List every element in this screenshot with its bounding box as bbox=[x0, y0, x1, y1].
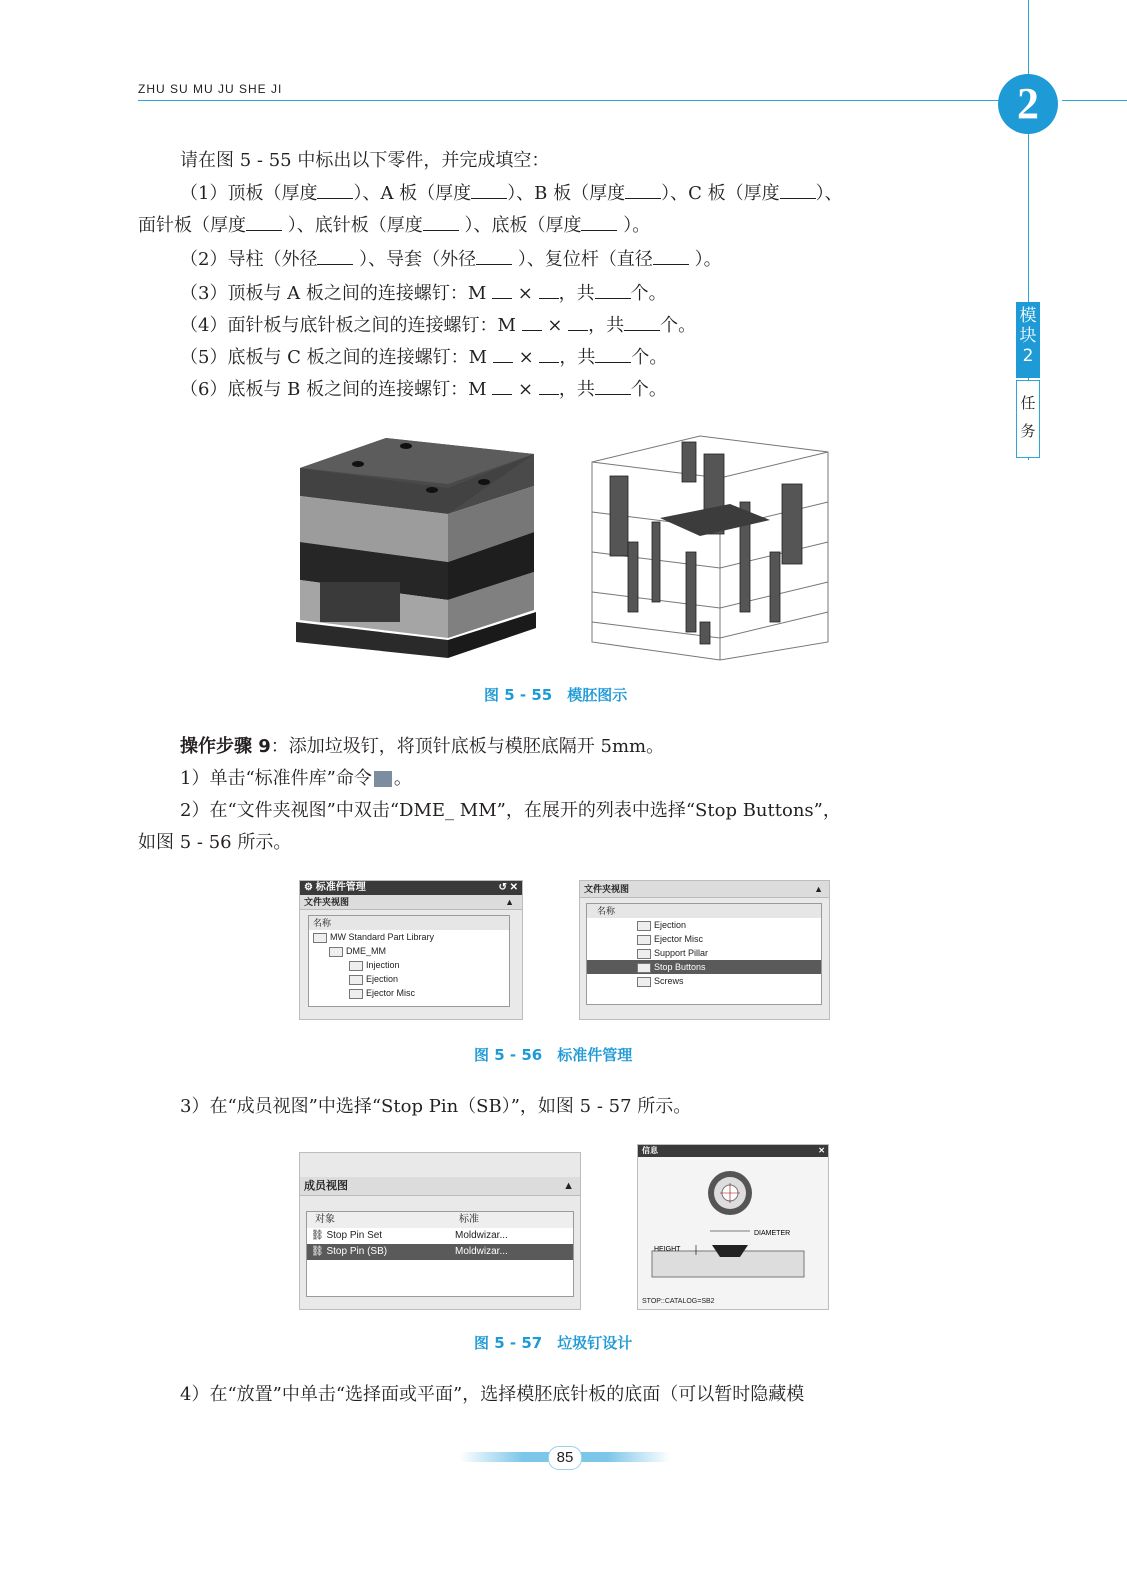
q-text: ）、B 板（厚度 bbox=[507, 183, 626, 204]
q-text: 个。 bbox=[631, 347, 668, 368]
fill-blank[interactable] bbox=[653, 248, 689, 265]
q-text: ，共 bbox=[558, 283, 595, 304]
q-text: 个。 bbox=[630, 283, 667, 304]
list-item-selected[interactable] bbox=[587, 960, 821, 974]
tree-item[interactable] bbox=[309, 986, 509, 1000]
step-label: 操作步骤 9 bbox=[180, 736, 271, 757]
q-text: ）。 bbox=[617, 215, 651, 236]
substep-text: 1）单击“标准件库”命令 bbox=[180, 768, 372, 789]
page-number: 85 bbox=[548, 1446, 582, 1470]
tree-item[interactable] bbox=[309, 972, 509, 986]
task-tab bbox=[1016, 380, 1040, 458]
fill-blank[interactable] bbox=[492, 378, 512, 395]
fill-blank[interactable] bbox=[522, 314, 542, 331]
folder-icon bbox=[637, 949, 651, 959]
folder-icon bbox=[349, 989, 363, 999]
q-text: ）、C 板（厚度 bbox=[661, 183, 780, 204]
list-item-label: Stop Buttons bbox=[654, 962, 706, 972]
info-panel bbox=[637, 1144, 829, 1310]
member-table bbox=[306, 1211, 574, 1297]
fill-blank[interactable] bbox=[595, 346, 631, 363]
task-tab-char: 任 bbox=[1020, 394, 1036, 412]
column-header-name[interactable]: 名称 bbox=[587, 904, 821, 918]
table-row-selected[interactable] bbox=[307, 1244, 573, 1260]
table-row[interactable] bbox=[307, 1228, 573, 1244]
q-text: ）、导套（外径 bbox=[353, 249, 477, 270]
fill-blank[interactable] bbox=[246, 214, 282, 231]
task-tab-char: 务 bbox=[1020, 422, 1036, 440]
q-text: （4）面针板与底针板之间的连接螺钉：M bbox=[180, 315, 516, 336]
tree-item-label: Ejection bbox=[366, 974, 399, 984]
q-text: × bbox=[512, 283, 533, 304]
info-title-bar bbox=[638, 1145, 828, 1157]
question-3 bbox=[180, 282, 667, 305]
list-item[interactable] bbox=[587, 974, 821, 988]
cell-object bbox=[307, 1228, 455, 1244]
folder-icon bbox=[349, 975, 363, 985]
folder-list bbox=[586, 903, 822, 1005]
q-text: 个。 bbox=[660, 315, 697, 336]
figure-caption-5-56: 图 5 - 56 标准件管理 bbox=[474, 1046, 633, 1064]
panel-title: 标准件管理 bbox=[315, 882, 366, 893]
header-rule-right bbox=[1062, 100, 1127, 101]
question-5 bbox=[180, 346, 667, 369]
stop-pin-diagram bbox=[642, 1161, 820, 1291]
list-item-label: Support Pillar bbox=[654, 948, 709, 958]
cell-standard: Moldwizar... bbox=[455, 1230, 508, 1241]
question-6 bbox=[180, 378, 667, 401]
fill-blank[interactable] bbox=[581, 214, 617, 231]
gear-icon: ⚙ bbox=[304, 882, 316, 893]
q-text: ）、底板（厚度 bbox=[458, 215, 582, 236]
fill-blank[interactable] bbox=[492, 282, 512, 299]
folder-icon bbox=[637, 921, 651, 931]
q-text: ，共 bbox=[559, 347, 596, 368]
tree-item-label: Ejector Misc bbox=[366, 988, 416, 998]
q-text: × bbox=[512, 347, 534, 368]
collapse-icon[interactable]: ▲ bbox=[563, 1180, 574, 1192]
cell-text: Stop Pin (SB) bbox=[326, 1246, 388, 1257]
fill-blank[interactable] bbox=[568, 314, 588, 331]
cell-text: Stop Pin Set bbox=[326, 1230, 383, 1241]
header-rule bbox=[138, 100, 1008, 101]
list-item[interactable] bbox=[587, 946, 821, 960]
list-item[interactable] bbox=[587, 932, 821, 946]
cell-object bbox=[307, 1244, 455, 1260]
running-title: ZHU SU MU JU SHE JI bbox=[138, 82, 283, 96]
tree-item-label: Injection bbox=[366, 960, 400, 970]
q-text: ）。 bbox=[688, 249, 722, 270]
fill-blank[interactable] bbox=[595, 378, 631, 395]
q-text: ）、 bbox=[815, 183, 843, 204]
q-text: （2）导柱（外径 bbox=[180, 249, 318, 270]
column-header-object[interactable]: 对象 bbox=[315, 1214, 335, 1225]
q-text: （1）顶板（厚度 bbox=[180, 183, 318, 204]
substep-3: 3）在“成员视图”中选择“Stop Pin（SB）”，如图 5 - 57 所示。 bbox=[180, 1096, 692, 1117]
fill-blank[interactable] bbox=[493, 346, 513, 363]
collapse-icon[interactable]: ▲ bbox=[814, 884, 823, 894]
module-tab-char: 模 bbox=[1019, 306, 1037, 326]
step-9 bbox=[180, 736, 664, 758]
substep-1 bbox=[180, 768, 412, 790]
q-text: 个。 bbox=[630, 379, 667, 400]
q-text: ）、A 板（厚度 bbox=[353, 183, 472, 204]
fill-blank[interactable] bbox=[423, 214, 459, 231]
fill-blank[interactable] bbox=[476, 248, 512, 265]
q-text: （6）底板与 B 板之间的连接螺钉：M bbox=[180, 379, 487, 400]
fill-blank[interactable] bbox=[595, 282, 631, 299]
list-item-label: Ejector Misc bbox=[654, 934, 704, 944]
height-label: HEIGHT bbox=[654, 1246, 681, 1253]
tree-item-label: DME_MM bbox=[346, 946, 386, 956]
catalog-footer: STOP::CATALOG=SB2 bbox=[642, 1298, 715, 1305]
cell-standard: Moldwizar... bbox=[455, 1246, 508, 1257]
collapse-icon[interactable]: ▲ bbox=[505, 897, 514, 907]
panel-title-bar bbox=[300, 881, 522, 895]
q-text: 面针板（厚度 bbox=[138, 215, 246, 236]
chapter-badge: 2 bbox=[998, 74, 1058, 134]
standard-part-manager-panel bbox=[299, 880, 523, 1020]
list-item[interactable] bbox=[587, 918, 821, 932]
intro-text: 请在图 5 - 55 中标出以下零件，并完成填空： bbox=[180, 150, 550, 171]
close-icon[interactable]: ↺ ✕ bbox=[498, 882, 518, 893]
module-tab-char: 2 bbox=[1022, 346, 1034, 366]
question-1a bbox=[180, 182, 843, 205]
fill-blank[interactable] bbox=[539, 282, 559, 299]
member-view-panel bbox=[299, 1152, 581, 1310]
q-text: （3）顶板与 A 板之间的连接螺钉：M bbox=[180, 283, 487, 304]
q-text: ，共 bbox=[588, 315, 625, 336]
folder-icon bbox=[637, 963, 651, 973]
mold-base-wireframe-image bbox=[590, 432, 832, 662]
fill-blank[interactable] bbox=[780, 182, 816, 199]
table-header bbox=[307, 1212, 573, 1228]
fill-blank[interactable] bbox=[625, 182, 661, 199]
fill-blank[interactable] bbox=[471, 182, 507, 199]
section-title: 成员视图 bbox=[304, 1180, 348, 1192]
folder-view-panel bbox=[579, 880, 830, 1020]
tree-item[interactable] bbox=[309, 930, 509, 944]
figure-caption-5-57: 图 5 - 57 垃圾钉设计 bbox=[474, 1334, 633, 1352]
fill-blank[interactable] bbox=[317, 182, 353, 199]
part-icon: ⛓ bbox=[311, 1230, 324, 1241]
list-item-label: Ejection bbox=[654, 920, 687, 930]
diameter-label: DIAMETER bbox=[754, 1230, 791, 1237]
substep-2a: 2）在“文件夹视图”中双击“DME_ MM”，在展开的列表中选择“Stop Buttons”， bbox=[180, 800, 841, 821]
q-text: ，共 bbox=[558, 379, 595, 400]
folder-icon bbox=[637, 977, 651, 987]
fill-blank[interactable] bbox=[624, 314, 660, 331]
list-item-label: Screws bbox=[654, 976, 684, 986]
tree-item-label: MW Standard Part Library bbox=[330, 932, 435, 942]
member-view-header[interactable] bbox=[300, 1177, 580, 1196]
q-text: × bbox=[512, 379, 534, 400]
folder-icon bbox=[349, 961, 363, 971]
panel-title: 信息 bbox=[642, 1146, 658, 1155]
library-icon bbox=[313, 933, 327, 943]
folder-view-header[interactable] bbox=[580, 881, 829, 898]
fill-blank[interactable] bbox=[539, 378, 559, 395]
figure-caption-5-55: 图 5 - 55 模胚图示 bbox=[484, 686, 628, 704]
q-text: ）、复位杆（直径 bbox=[512, 249, 653, 270]
question-1b bbox=[138, 214, 650, 237]
substep-text: 。 bbox=[393, 768, 412, 789]
q-text: （5）底板与 C 板之间的连接螺钉：M bbox=[180, 347, 488, 368]
mold-base-solid-image bbox=[296, 432, 538, 662]
tree-item[interactable] bbox=[309, 944, 509, 958]
standard-part-library-icon bbox=[374, 771, 392, 787]
question-2 bbox=[180, 248, 722, 271]
folder-icon bbox=[329, 947, 343, 957]
part-icon: ⛓ bbox=[311, 1246, 324, 1257]
folder-icon bbox=[637, 935, 651, 945]
column-header-name[interactable]: 名称 bbox=[309, 916, 509, 930]
step-text: ：添加垃圾钉，将顶针底板与模胚底隔开 5mm。 bbox=[270, 736, 665, 757]
q-text: ）、底针板（厚度 bbox=[282, 215, 423, 236]
question-4 bbox=[180, 314, 696, 337]
folder-view-header[interactable] bbox=[300, 895, 522, 910]
module-tab bbox=[1016, 302, 1040, 378]
fill-blank[interactable] bbox=[539, 346, 559, 363]
substep-2b: 如图 5 - 56 所示。 bbox=[138, 832, 292, 853]
q-text: × bbox=[541, 315, 563, 336]
substep-4: 4）在“放置”中单击“选择面或平面”，选择模胚底针板的底面（可以暂时隐藏模 bbox=[180, 1384, 805, 1405]
section-title: 文件夹视图 bbox=[304, 897, 350, 907]
module-tab-char: 块 bbox=[1019, 326, 1037, 346]
column-header-standard[interactable]: 标准 bbox=[459, 1214, 479, 1225]
section-title: 文件夹视图 bbox=[584, 884, 630, 894]
tree-item[interactable] bbox=[309, 958, 509, 972]
folder-tree bbox=[308, 915, 510, 1007]
fill-blank[interactable] bbox=[317, 248, 353, 265]
close-icon[interactable]: ✕ bbox=[818, 1146, 825, 1155]
